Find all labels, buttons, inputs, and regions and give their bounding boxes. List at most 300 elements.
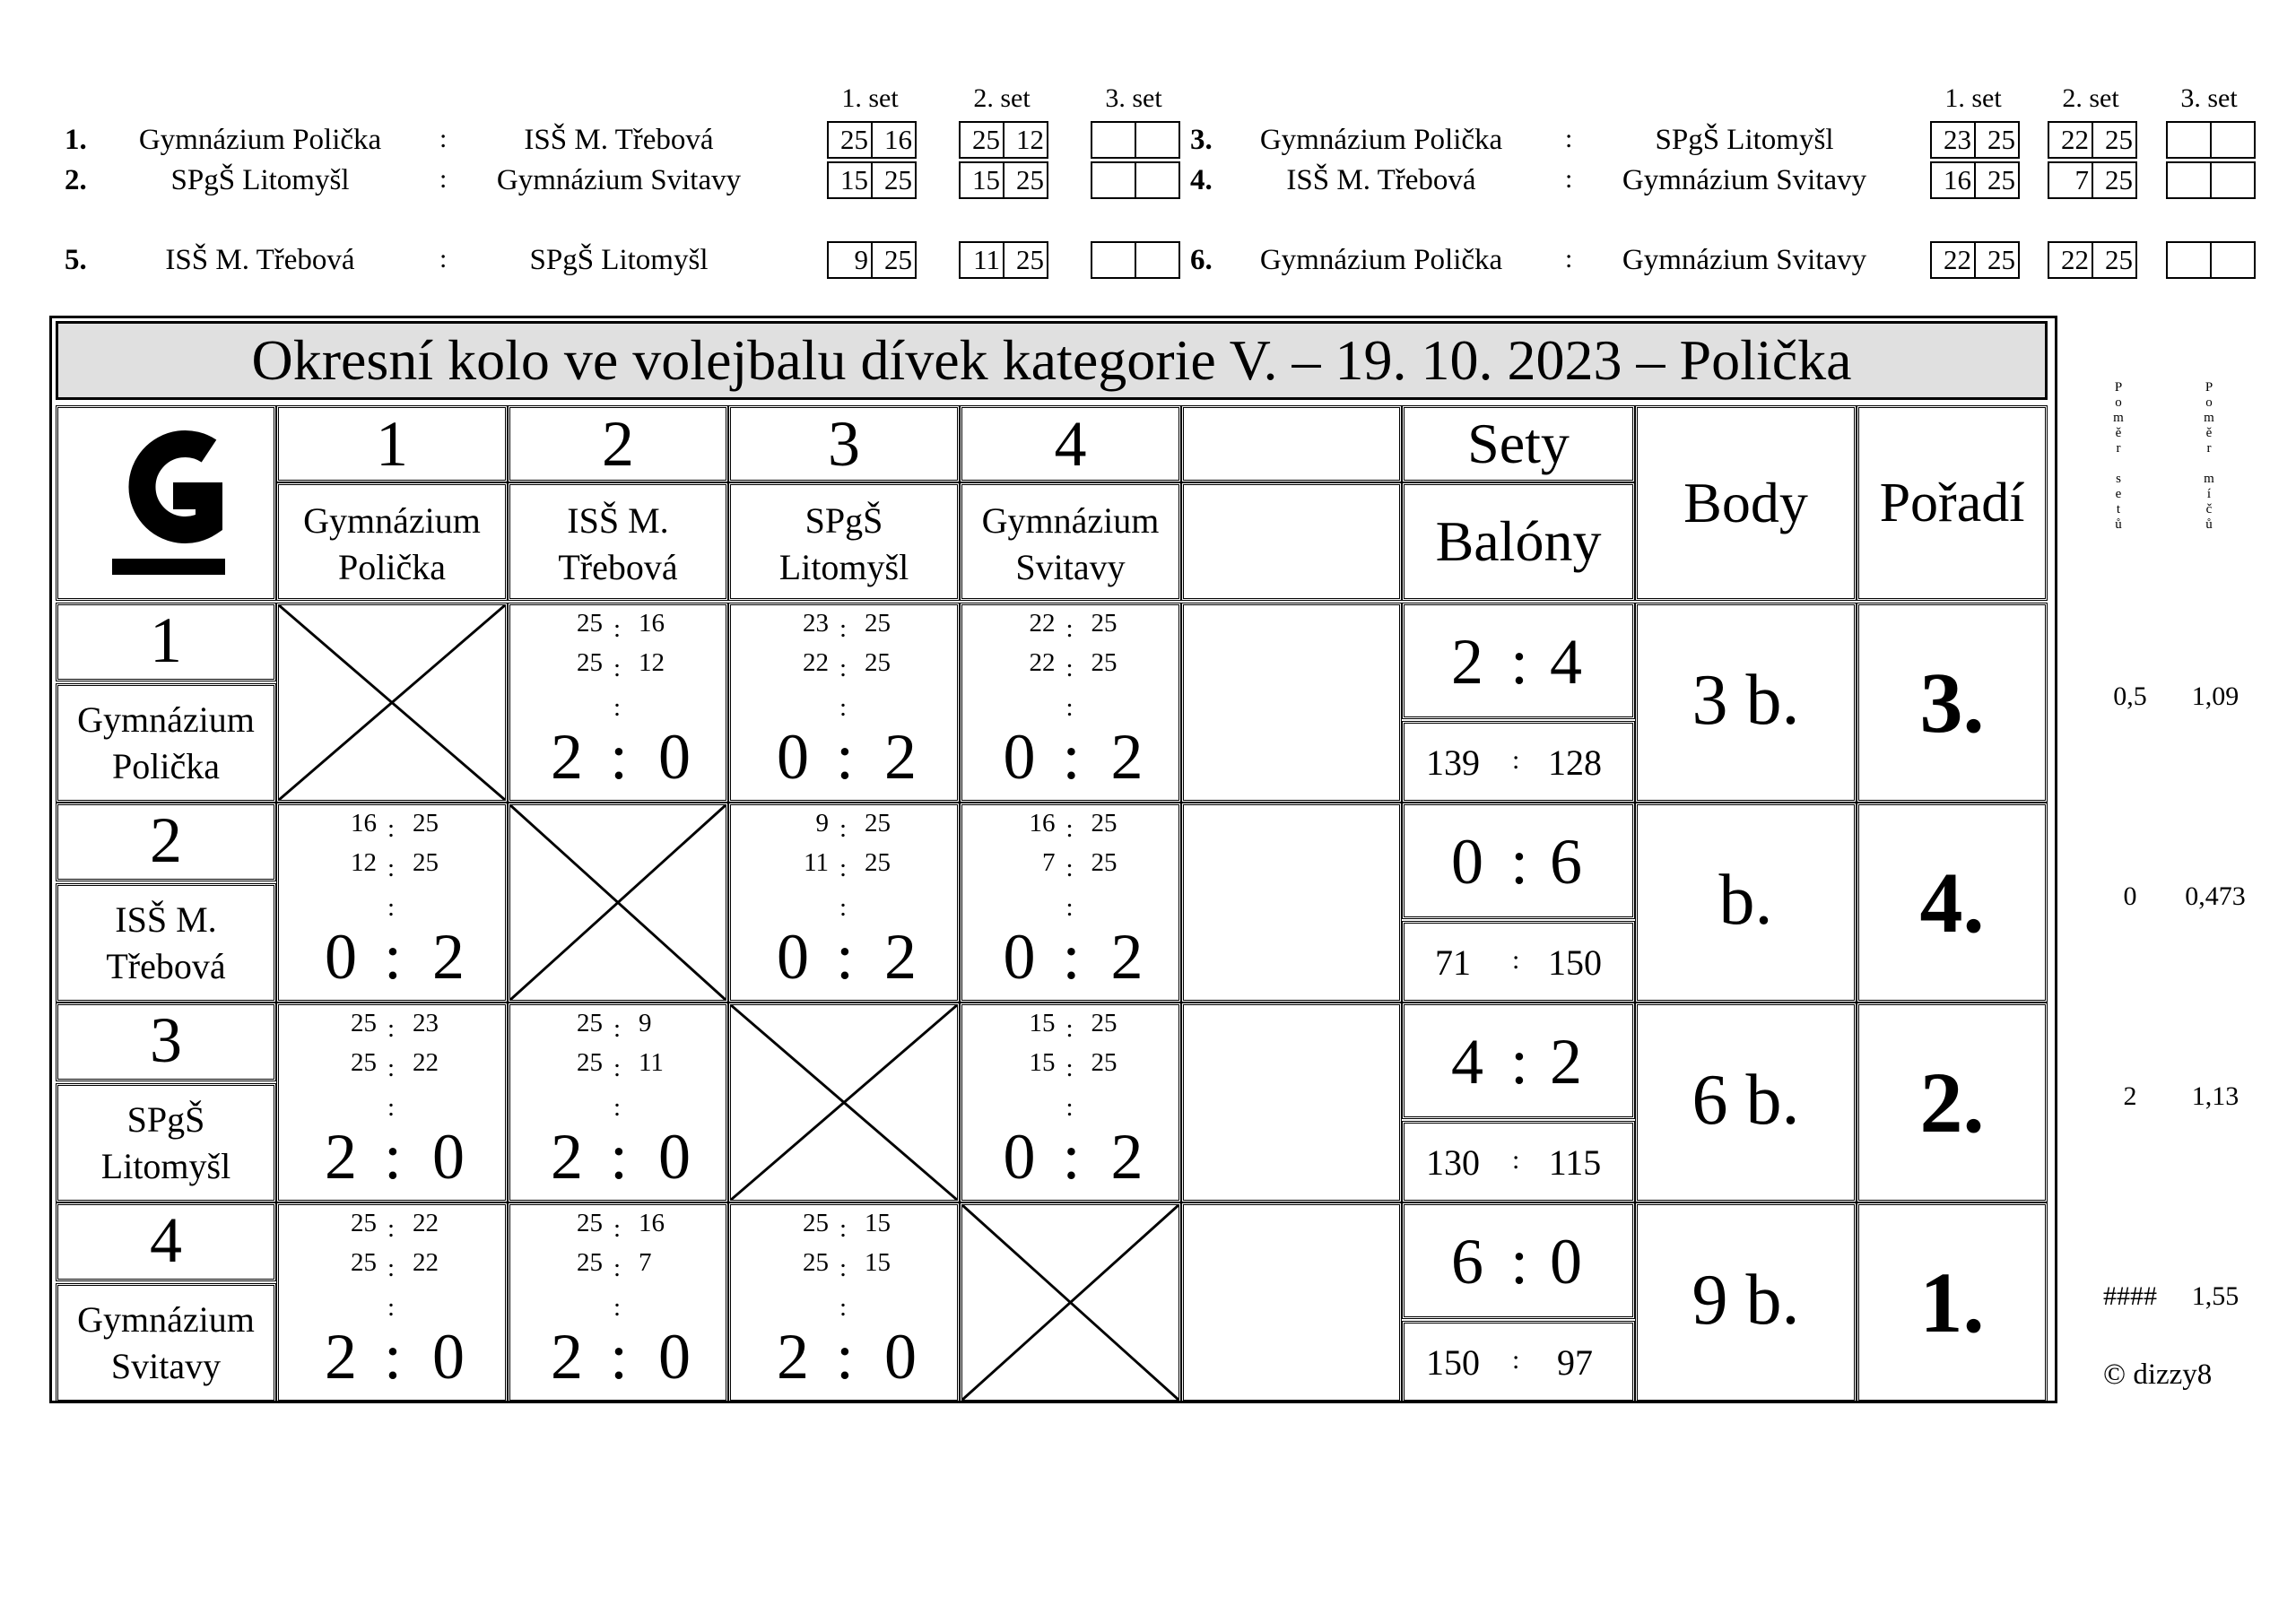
balony-score [1402, 1321, 1635, 1402]
set-score-box [959, 121, 1048, 159]
set-colon: : [839, 893, 848, 922]
sety-score [1402, 1202, 1635, 1319]
set-score-home: 22 [1944, 244, 1971, 275]
set-score-left: 16 [1029, 809, 1056, 838]
logo-cell [56, 405, 276, 601]
empty-cell [1181, 1202, 1402, 1402]
row-team-name [56, 683, 276, 803]
match-away-team: SPgŠ Litomyšl [1655, 124, 1834, 156]
set-score-box [2048, 121, 2137, 159]
set-colon: : [1065, 614, 1074, 643]
set-score-right: 7 [639, 1248, 652, 1277]
set-colon: : [613, 1093, 622, 1122]
match-result-cell [508, 1202, 728, 1402]
column-number-header [1181, 405, 1402, 482]
sety-right: 2 [1550, 1026, 1582, 1098]
set-score-home: 15 [840, 164, 868, 195]
balony-colon: : [1512, 1345, 1520, 1375]
match-result-left: 2 [551, 1121, 583, 1193]
column-number-header: 2 [508, 405, 728, 482]
set-score-box [827, 241, 917, 279]
team-name-line2: Polička [338, 547, 446, 587]
set-score-right: 15 [865, 1248, 891, 1277]
match-number: 1. [65, 124, 87, 156]
set-ratio: 2 [2123, 1081, 2137, 1111]
match-colon: : [439, 244, 448, 273]
match-result-cell [276, 1202, 508, 1402]
set-colon: : [613, 1214, 622, 1243]
set-score-away [2210, 163, 2254, 197]
set-score-home: 22 [2061, 244, 2089, 275]
match-number: 3. [1190, 124, 1213, 156]
balony-colon: : [1512, 945, 1520, 975]
set-score-right: 25 [1091, 809, 1118, 838]
empty-cell [1181, 603, 1402, 803]
balony-right: 150 [1548, 942, 1602, 983]
team-name-line1: ISŠ M. [115, 899, 217, 940]
set-score-left: 25 [577, 1248, 603, 1277]
match-result-cell [960, 603, 1181, 803]
set-colon: : [613, 1014, 622, 1043]
match-number: 4. [1190, 164, 1213, 196]
set-score-away: 25 [2092, 243, 2135, 277]
set-score-away [1135, 243, 1178, 277]
match-result-right: 2 [884, 921, 917, 993]
team-name-line1: ISŠ M. [567, 500, 669, 541]
match-away-team: SPgŠ Litomyšl [529, 244, 709, 276]
match-result-colon: : [836, 1321, 855, 1393]
sety-left: 4 [1451, 1026, 1483, 1098]
match-result-colon: : [836, 921, 855, 993]
row-team-name [56, 1283, 276, 1402]
column-team-header [728, 482, 960, 601]
set-header-label: 3. set [1105, 83, 1162, 113]
team-name-line2: Třebová [106, 946, 226, 986]
row-number: 2 [56, 803, 276, 881]
match-result-colon: : [610, 1121, 629, 1193]
match-number: 5. [65, 244, 87, 276]
column-team-header [276, 482, 508, 601]
set-colon: : [613, 1054, 622, 1082]
team-name-line2: Litomyšl [778, 547, 909, 587]
match-result-right: 0 [658, 1121, 691, 1193]
set-score-away [1135, 163, 1178, 197]
column-team-header [960, 482, 1181, 601]
set-colon: : [839, 814, 848, 843]
set-score-right: 25 [413, 848, 439, 877]
team-name-line2: Třebová [558, 547, 678, 587]
diagonal-cross-cell [508, 803, 728, 1002]
match-home-team: Gymnázium Polička [138, 124, 382, 156]
set-colon: : [387, 1214, 396, 1243]
match-colon: : [439, 124, 448, 153]
set-score-left: 7 [1042, 848, 1056, 877]
set-score-right: 23 [413, 1009, 439, 1037]
set-score-box [827, 161, 917, 199]
set-score-away: 25 [2092, 163, 2135, 197]
set-colon: : [613, 1293, 622, 1322]
match-result-colon: : [610, 1321, 629, 1393]
set-score-away: 25 [1003, 163, 1047, 197]
set-score-box [2166, 121, 2256, 159]
team-name-line1: Gymnázium [77, 699, 255, 740]
sety-score [1402, 1002, 1635, 1119]
match-result-left: 2 [325, 1121, 357, 1193]
balony-left: 150 [1426, 1342, 1480, 1383]
set-colon: : [1065, 654, 1074, 682]
set-score-away: 25 [1974, 243, 2018, 277]
match-away-team: Gymnázium Svitavy [496, 164, 742, 196]
match-result-left: 0 [1003, 921, 1036, 993]
match-away-team: ISŠ M. Třebová [524, 124, 714, 156]
set-score-box [2048, 241, 2137, 279]
set-colon: : [387, 893, 396, 922]
match-result-colon: : [836, 721, 855, 793]
set-score-home: 7 [2074, 164, 2089, 195]
set-colon: : [613, 693, 622, 722]
match-away-team: Gymnázium Svitavy [1622, 244, 1867, 276]
balony-left: 139 [1426, 742, 1480, 783]
set-score-box [827, 121, 917, 159]
set-score-home: 23 [1944, 124, 1971, 155]
column-team-header [508, 482, 728, 601]
row-team-name [56, 883, 276, 1002]
row-team-name [56, 1083, 276, 1202]
match-home-team: ISŠ M. Třebová [165, 244, 355, 276]
set-score-left: 25 [577, 648, 603, 677]
balony-score [1402, 1121, 1635, 1202]
set-score-left: 11 [804, 848, 829, 877]
column-number-header: 4 [960, 405, 1181, 482]
sety-left: 2 [1451, 626, 1483, 698]
points-cell: 9 b. [1635, 1202, 1857, 1402]
body-header: Body [1635, 405, 1857, 601]
set-colon: : [1065, 1093, 1074, 1122]
set-score-box [1091, 241, 1180, 279]
sety-left: 0 [1451, 826, 1483, 898]
match-result-colon: : [1062, 721, 1081, 793]
set-score-right: 22 [413, 1209, 439, 1237]
set-score-right: 25 [1091, 1048, 1118, 1077]
rank-cell: 4. [1857, 803, 2048, 1002]
set-score-left: 25 [803, 1209, 829, 1237]
team-name-line2: Svitavy [1015, 547, 1126, 587]
ball-ratio: 0,473 [2185, 881, 2246, 911]
balony-left: 130 [1426, 1142, 1480, 1183]
set-score-home [2168, 123, 2210, 157]
set-score-left: 25 [577, 1048, 603, 1077]
sety-score [1402, 803, 1635, 919]
balony-left: 71 [1435, 942, 1471, 983]
set-score-box [1930, 241, 2020, 279]
ball-ratio: 1,55 [2191, 1281, 2239, 1311]
set-colon: : [1065, 893, 1074, 922]
set-score-home: 11 [973, 244, 1000, 275]
set-score-home: 16 [1944, 164, 1971, 195]
set-score-away: 25 [871, 243, 915, 277]
set-colon: : [613, 654, 622, 682]
table-title: Okresní kolo ve volejbalu dívek kategorie V. – 19. 10. 2023 – Polička [56, 321, 2048, 400]
match-result-cell [960, 1002, 1181, 1202]
set-header-label: 1. set [1944, 83, 2002, 113]
set-score-right: 25 [865, 609, 891, 638]
match-result-colon: : [384, 921, 403, 993]
set-score-box [1930, 121, 2020, 159]
match-number: 2. [65, 164, 87, 196]
column-number-header: 3 [728, 405, 960, 482]
empty-cell [1181, 1002, 1402, 1202]
match-colon: : [439, 164, 448, 194]
rank-cell: 3. [1857, 603, 2048, 803]
match-home-team: SPgŠ Litomyšl [170, 164, 350, 196]
match-result-right: 2 [1110, 921, 1144, 993]
set-header-label: 2. set [973, 83, 1031, 113]
set-score-right: 25 [865, 809, 891, 838]
set-colon: : [1065, 1014, 1074, 1043]
set-score-left: 12 [351, 848, 377, 877]
match-result-right: 2 [1110, 1121, 1144, 1193]
set-ratio: 0,5 [2113, 681, 2147, 711]
set-score-box [959, 241, 1048, 279]
sety-right: 0 [1550, 1226, 1582, 1298]
set-score-left: 25 [577, 1009, 603, 1037]
set-header-label: 2. set [2062, 83, 2119, 113]
match-result-cell [508, 1002, 728, 1202]
points-cell: 3 b. [1635, 603, 1857, 803]
match-home-team: Gymnázium Polička [1259, 244, 1503, 276]
rank-cell: 2. [1857, 1002, 2048, 1202]
balony-score [1402, 921, 1635, 1002]
match-result-cell [960, 803, 1181, 1002]
sety-score [1402, 603, 1635, 719]
set-colon: : [387, 1293, 396, 1322]
set-header-label: 3. set [2180, 83, 2238, 113]
set-score-left: 25 [351, 1048, 377, 1077]
set-score-right: 9 [639, 1009, 652, 1037]
set-colon: : [839, 1214, 848, 1243]
set-colon: : [1065, 854, 1074, 882]
set-score-left: 25 [577, 609, 603, 638]
set-score-box [1091, 121, 1180, 159]
team-name-line2: Litomyšl [100, 1146, 231, 1186]
balony-colon: : [1512, 745, 1520, 775]
set-score-right: 22 [413, 1048, 439, 1077]
set-score-left: 25 [351, 1209, 377, 1237]
logo-g-icon [110, 424, 227, 577]
set-score-home: 25 [840, 124, 868, 155]
diagonal-cross-cell [960, 1202, 1181, 1402]
team-name-line1: SPgŠ [126, 1099, 205, 1140]
match-result-colon: : [610, 721, 629, 793]
match-result-colon: : [1062, 1121, 1081, 1193]
set-score-away [2210, 123, 2254, 157]
set-colon: : [839, 854, 848, 882]
set-score-away [1135, 123, 1178, 157]
match-result-left: 2 [777, 1321, 809, 1393]
set-score-away: 25 [871, 163, 915, 197]
set-score-home [1092, 123, 1135, 157]
sety-colon: : [1510, 1226, 1529, 1298]
set-score-home [1092, 163, 1135, 197]
match-colon: : [1565, 164, 1573, 194]
team-name-line1: Gymnázium [981, 500, 1160, 541]
set-colon: : [387, 1014, 396, 1043]
set-colon: : [1065, 693, 1074, 722]
row-number: 1 [56, 603, 276, 681]
match-home-team: Gymnázium Polička [1259, 124, 1503, 156]
match-result-left: 2 [325, 1321, 357, 1393]
set-score-away: 25 [1003, 243, 1047, 277]
set-colon: : [1065, 814, 1074, 843]
set-score-right: 16 [639, 1209, 665, 1237]
match-result-cell [276, 1002, 508, 1202]
match-result-left: 2 [551, 1321, 583, 1393]
set-score-right: 25 [1091, 848, 1118, 877]
set-colon: : [387, 814, 396, 843]
set-score-right: 25 [1091, 1009, 1118, 1037]
set-colon: : [839, 1254, 848, 1282]
set-score-home: 9 [854, 244, 868, 275]
match-home-team: ISŠ M. Třebová [1286, 164, 1476, 196]
set-score-right: 16 [639, 609, 665, 638]
match-result-right: 0 [884, 1321, 917, 1393]
set-score-right: 25 [865, 848, 891, 877]
set-score-away: 25 [2092, 123, 2135, 157]
row-number: 4 [56, 1202, 276, 1281]
match-result-colon: : [1062, 921, 1081, 993]
set-score-box [959, 161, 1048, 199]
column-number-header: 1 [276, 405, 508, 482]
match-result-colon: : [384, 1321, 403, 1393]
set-score-away: 16 [871, 123, 915, 157]
match-colon: : [1565, 124, 1573, 153]
set-score-right: 25 [413, 809, 439, 838]
set-score-home: 22 [2061, 124, 2089, 155]
set-score-right: 11 [639, 1048, 664, 1077]
set-score-right: 25 [1091, 609, 1118, 638]
set-score-away [2210, 243, 2254, 277]
row-number: 3 [56, 1002, 276, 1081]
match-result-right: 2 [432, 921, 465, 993]
match-result-right: 2 [1110, 721, 1144, 793]
match-result-right: 0 [432, 1321, 465, 1393]
match-result-right: 0 [658, 721, 691, 793]
set-score-home [1092, 243, 1135, 277]
match-result-cell [728, 603, 960, 803]
set-colon: : [387, 1254, 396, 1282]
sety-colon: : [1510, 626, 1529, 698]
set-score-left: 25 [351, 1009, 377, 1037]
set-colon: : [839, 693, 848, 722]
set-score-left: 9 [815, 809, 829, 838]
set-score-home: 25 [972, 124, 1000, 155]
sety-right: 4 [1550, 626, 1582, 698]
set-score-left: 22 [803, 648, 829, 677]
ball-ratio: 1,09 [2191, 681, 2239, 711]
set-score-right: 25 [1091, 648, 1118, 677]
set-score-left: 23 [803, 609, 829, 638]
set-score-home [2168, 163, 2210, 197]
match-result-right: 0 [658, 1321, 691, 1393]
balony-score [1402, 721, 1635, 803]
match-result-right: 2 [884, 721, 917, 793]
empty-cell [1181, 803, 1402, 1002]
set-score-right: 15 [865, 1209, 891, 1237]
team-name-line2: Polička [112, 746, 220, 786]
set-colon: : [387, 854, 396, 882]
balony-header: Balóny [1402, 482, 1635, 601]
balony-right: 128 [1548, 742, 1602, 783]
set-score-left: 22 [1029, 609, 1056, 638]
set-score-home: 15 [972, 164, 1000, 195]
set-colon: : [613, 1254, 622, 1282]
set-score-box [1930, 161, 2020, 199]
match-result-colon: : [384, 1121, 403, 1193]
match-result-left: 2 [551, 721, 583, 793]
team-name-line2: Svitavy [110, 1346, 222, 1386]
match-result-left: 0 [325, 921, 357, 993]
set-colon: : [613, 614, 622, 643]
match-result-cell [276, 803, 508, 1002]
sety-right: 6 [1550, 826, 1582, 898]
pomer-micu-header: P o m ě r m í č ů [2204, 380, 2214, 532]
set-score-left: 15 [1029, 1009, 1056, 1037]
match-result-cell [508, 603, 728, 803]
balony-colon: : [1512, 1145, 1520, 1175]
sety-left: 6 [1451, 1226, 1483, 1298]
match-result-left: 0 [1003, 1121, 1036, 1193]
match-result-right: 0 [432, 1121, 465, 1193]
match-result-left: 0 [777, 921, 809, 993]
set-colon: : [1065, 1054, 1074, 1082]
set-score-box [2048, 161, 2137, 199]
balony-right: 97 [1557, 1342, 1593, 1383]
team-name-line1: SPgŠ [804, 500, 883, 541]
set-score-right: 25 [865, 648, 891, 677]
set-ratio: #### [2103, 1281, 2157, 1311]
ball-ratio: 1,13 [2191, 1081, 2239, 1111]
set-header-label: 1. set [841, 83, 899, 113]
match-colon: : [1565, 244, 1573, 273]
diagonal-cross-cell [728, 1002, 960, 1202]
set-score-box [2166, 241, 2256, 279]
set-score-left: 25 [803, 1248, 829, 1277]
set-score-home [2168, 243, 2210, 277]
set-score-right: 12 [639, 648, 665, 677]
match-result-cell [728, 1202, 960, 1402]
sety-colon: : [1510, 826, 1529, 898]
set-colon: : [839, 1293, 848, 1322]
set-score-left: 16 [351, 809, 377, 838]
match-away-team: Gymnázium Svitavy [1622, 164, 1867, 196]
set-score-box [1091, 161, 1180, 199]
set-score-away: 25 [1974, 163, 2018, 197]
set-colon: : [839, 654, 848, 682]
set-score-left: 22 [1029, 648, 1056, 677]
set-colon: : [839, 614, 848, 643]
set-colon: : [387, 1093, 396, 1122]
team-name-line1: Gymnázium [303, 500, 481, 541]
poradi-header: Pořadí [1857, 405, 2048, 601]
match-result-left: 0 [777, 721, 809, 793]
diagonal-cross-cell [276, 603, 508, 803]
column-team-header [1181, 482, 1402, 601]
match-result-left: 0 [1003, 721, 1036, 793]
points-cell: b. [1635, 803, 1857, 1002]
set-score-left: 15 [1029, 1048, 1056, 1077]
match-result-cell [728, 803, 960, 1002]
set-colon: : [387, 1054, 396, 1082]
